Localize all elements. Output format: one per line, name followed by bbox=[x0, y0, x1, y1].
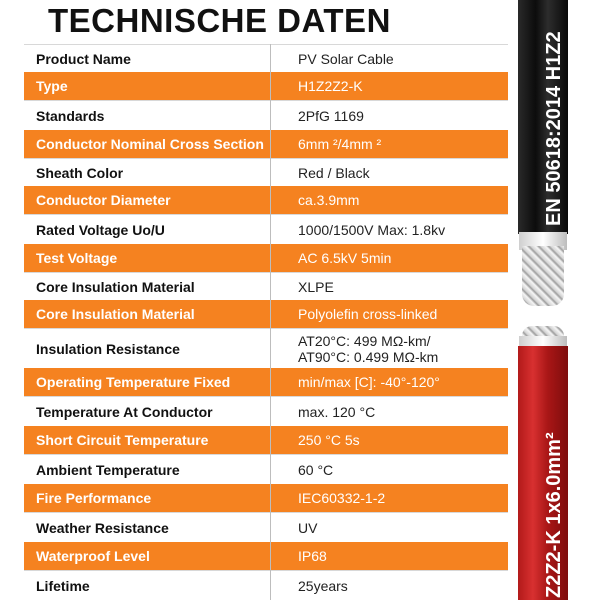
table-row bbox=[24, 368, 508, 396]
row-label: Conductor Nominal Cross Section bbox=[36, 136, 264, 152]
row-value: max. 120 °C bbox=[298, 403, 376, 420]
column-divider bbox=[270, 44, 271, 600]
table-row bbox=[24, 72, 508, 100]
row-label: Test Voltage bbox=[36, 250, 118, 266]
table-row bbox=[24, 130, 508, 158]
row-label: Type bbox=[36, 78, 68, 94]
row-label: Operating Temperature Fixed bbox=[36, 374, 231, 390]
row-value: IP68 bbox=[298, 548, 327, 564]
row-value-line-1: AT20°C: 499 MΩ-km/ bbox=[298, 332, 431, 349]
table-row bbox=[24, 542, 508, 570]
table-row bbox=[24, 158, 508, 186]
row-label: Waterproof Level bbox=[36, 548, 150, 564]
row-value: 25years bbox=[298, 577, 348, 594]
table-row bbox=[24, 396, 508, 426]
black-cable-print: EN 50618:2014 H1Z2 bbox=[543, 31, 565, 226]
table-row bbox=[24, 44, 508, 72]
red-cable-print: Z2Z2-K 1x6.0mm² bbox=[543, 432, 565, 598]
table-row bbox=[24, 244, 508, 272]
row-label: Product Name bbox=[36, 50, 131, 67]
row-value: PV Solar Cable bbox=[298, 50, 394, 67]
table-row bbox=[24, 100, 508, 130]
spec-table bbox=[24, 44, 508, 600]
row-value-line-2: AT90°C: 0.499 MΩ-km bbox=[298, 348, 439, 365]
row-value: AC 6.5kV 5min bbox=[298, 250, 392, 266]
row-label: Conductor Diameter bbox=[36, 192, 171, 208]
row-value: XLPE bbox=[298, 278, 334, 295]
row-label: Insulation Resistance bbox=[36, 340, 180, 357]
table-row bbox=[24, 454, 508, 484]
row-label: Standards bbox=[36, 107, 105, 124]
page-title: TECHNISCHE DATEN bbox=[48, 2, 391, 39]
row-value: min/max [C]: -40°-120° bbox=[298, 374, 440, 390]
row-value: 250 °C 5s bbox=[298, 432, 360, 448]
row-value: IEC60332-1-2 bbox=[298, 490, 386, 506]
row-value: ca.3.9mm bbox=[298, 192, 360, 208]
copper-strands bbox=[522, 246, 564, 306]
row-value: H1Z2Z2-K bbox=[298, 78, 363, 94]
row-value: UV bbox=[298, 519, 318, 536]
row-value: Polyolefin cross-linked bbox=[298, 306, 438, 322]
row-label: Short Circuit Temperature bbox=[36, 432, 209, 448]
table-row bbox=[24, 484, 508, 512]
row-label: Sheath Color bbox=[36, 164, 124, 181]
row-value: 6mm ²/4mm ² bbox=[298, 136, 382, 152]
row-value: 1000/1500V Max: 1.8kv bbox=[298, 221, 446, 238]
row-value: 60 °C bbox=[298, 461, 334, 478]
row-label: Lifetime bbox=[36, 577, 90, 594]
row-label: Core Insulation Material bbox=[36, 278, 195, 295]
row-value: 2PfG 1169 bbox=[298, 107, 364, 124]
table-row bbox=[24, 300, 508, 328]
table-row bbox=[24, 272, 508, 300]
row-value-multiline bbox=[284, 333, 508, 365]
table-row bbox=[24, 512, 508, 542]
table-row bbox=[24, 214, 508, 244]
table-row bbox=[24, 570, 508, 600]
table-row bbox=[24, 426, 508, 454]
row-value: Red / Black bbox=[298, 164, 370, 181]
row-label: Weather Resistance bbox=[36, 519, 169, 536]
row-label: Core Insulation Material bbox=[36, 306, 195, 322]
row-label: Fire Performance bbox=[36, 490, 152, 506]
row-label: Rated Voltage Uo/U bbox=[36, 221, 165, 238]
row-label: Temperature At Conductor bbox=[36, 403, 213, 420]
row-label: Ambient Temperature bbox=[36, 461, 180, 478]
table-row bbox=[24, 186, 508, 214]
table-row bbox=[24, 328, 508, 368]
